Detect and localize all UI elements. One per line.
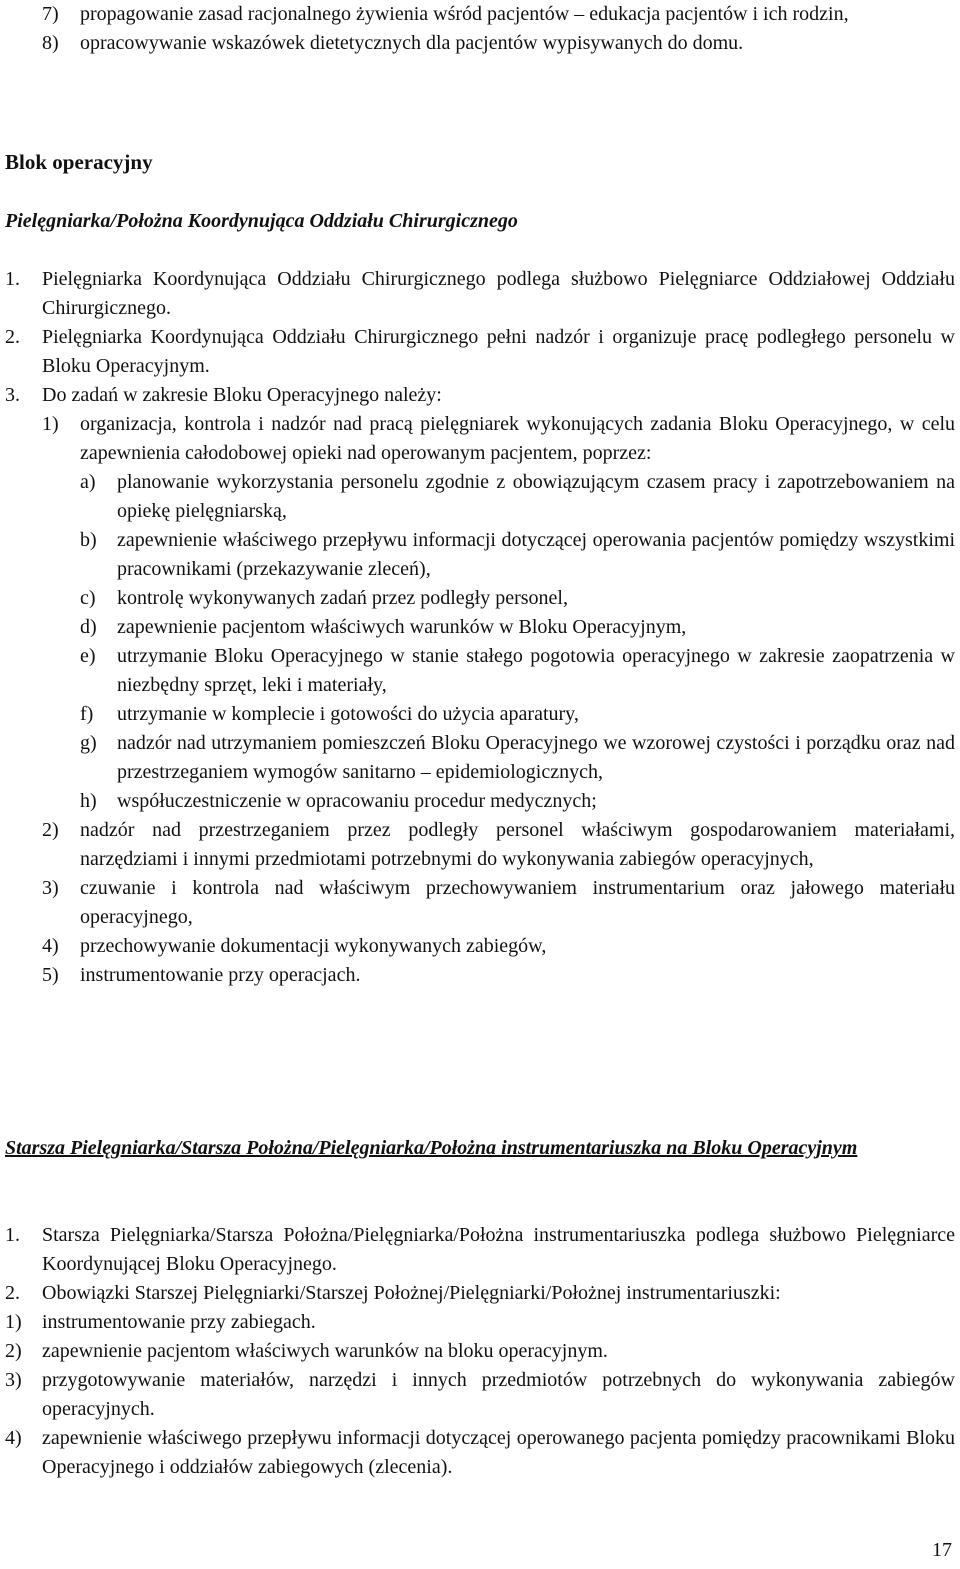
- list-item-number: 7): [42, 3, 59, 25]
- sub-duty-item: [5, 526, 955, 584]
- duty-text: nadzór nad przestrzeganiem przez podległy personel właściwym gospodarowaniem materiałami, narzędziami i innymi przedmiotami potrzebnymi do wykonywania zabiegów operacyjnych,: [80, 819, 955, 870]
- section2-body: [5, 1221, 955, 1482]
- duty-item: [5, 410, 955, 468]
- duty-text: przechowywanie dokumentacji wykonywanych zabiegów,: [80, 935, 547, 957]
- list-item-text: opracowywanie wskazówek dietetycznych dla pacjentów wypisywanych do domu.: [80, 32, 744, 54]
- sub-duty-item: [5, 787, 955, 816]
- section-heading: Blok operacyjny: [5, 150, 153, 174]
- item-text: Pielęgniarka Koordynująca Oddziału Chirurgicznego pełni nadzór i organizuje pracę podległego personelu w Bloku Operacyjnym.: [42, 326, 955, 377]
- numbered-item: [5, 381, 955, 410]
- item-text: Pielęgniarka Koordynująca Oddziału Chirurgicznego podlega służbowo Pielęgniarce Oddziałowej Oddziału Chirurgicznego.: [42, 268, 955, 319]
- duty-item: [5, 932, 955, 961]
- duty-text: zapewnienie właściwego przepływu informacji dotyczącej operowanego pacjenta pomiędzy pracownikami Bloku Operacyjnego i oddziałów zabiegowych (zlecenia).: [42, 1427, 955, 1478]
- duty-text: organizacja, kontrola i nadzór nad pracą pielęgniarek wykonujących zadania Bloku Operacyjnego, w celu zapewnienia całodobowej opieki nad operowanym pacjentem, poprzez:: [80, 413, 955, 464]
- numbered-item: [5, 323, 955, 381]
- duty-item: [5, 961, 955, 990]
- sub-duty-letter: e): [80, 645, 96, 667]
- duty-item: [5, 874, 955, 932]
- sub-duty-item: [5, 613, 955, 642]
- list-item: [5, 0, 955, 29]
- duty-number: 4): [42, 935, 59, 957]
- numbered-item: [5, 1221, 955, 1279]
- sub-duty-text: zapewnienie pacjentom właściwych warunków w Bloku Operacyjnym,: [117, 616, 687, 638]
- duty-text: instrumentowanie przy zabiegach.: [42, 1311, 316, 1333]
- item-text: Starsza Pielęgniarka/Starsza Położna/Pielęgniarka/Położna instrumentariuszka podlega służbowo Pielęgniarce Koordynującej Bloku Operacyjnego.: [42, 1224, 955, 1275]
- sub-duty-item: [5, 700, 955, 729]
- sub-duty-letter: b): [80, 529, 97, 551]
- sub-duty-item: [5, 468, 955, 526]
- section-heading: Starsza Pielęgniarka/Starsza Położna/Pielęgniarka/Położna instrumentariuszka na Bloku Operacyjnym: [5, 1137, 858, 1159]
- page-number: 17: [932, 1539, 952, 1561]
- item-number: 2.: [5, 326, 20, 348]
- sub-duty-text: kontrolę wykonywanych zadań przez podległy personel,: [117, 587, 568, 609]
- duty-number: 2): [42, 819, 59, 841]
- sub-duty-text: utrzymanie Bloku Operacyjnego w stanie stałego pogotowia operacyjnego w zakresie zaopatrzenia w niezbędny sprzęt, leki i materiały,: [117, 645, 955, 696]
- item-text: Obowiązki Starszej Pielęgniarki/Starszej Położnej/Pielęgniarki/Położnej instrumentariuszki:: [42, 1282, 781, 1304]
- sub-duty-text: nadzór nad utrzymaniem pomieszczeń Bloku Operacyjnego we wzorowej czystości i porządku oraz nad przestrzeganiem wymogów sanitarno – epidemiologicznych,: [117, 732, 955, 783]
- sub-duty-text: utrzymanie w komplecie i gotowości do użycia aparatury,: [117, 703, 579, 725]
- item-number: 1.: [5, 268, 20, 290]
- sub-duty-letter: a): [80, 471, 96, 493]
- duty-number: 5): [42, 964, 59, 986]
- section1-body: [5, 265, 955, 990]
- duty-number: 2): [5, 1340, 22, 1362]
- item-text: Do zadań w zakresie Bloku Operacyjnego należy:: [42, 384, 442, 406]
- sub-duty-text: planowanie wykorzystania personelu zgodnie z obowiązującym czasem pracy i zapotrzebowaniem na opiekę pielęgniarską,: [117, 471, 955, 522]
- numbered-item: [5, 1279, 955, 1308]
- duty-text: czuwanie i kontrola nad właściwym przechowywaniem instrumentarium oraz jałowego materiału operacyjnego,: [80, 877, 955, 928]
- sub-duty-text: zapewnienie właściwego przepływu informacji dotyczącej operowania pacjentów pomiędzy wszystkimi pracownikami (przekazywanie zleceń),: [117, 529, 955, 580]
- duty-number: 3): [42, 877, 59, 899]
- item-number: 2.: [5, 1282, 20, 1304]
- list-item: [5, 29, 955, 58]
- item-number: 3.: [5, 384, 20, 406]
- duty-item: [5, 816, 955, 874]
- duty-item: [5, 1366, 955, 1424]
- sub-duty-letter: d): [80, 616, 97, 638]
- sub-duty-item: [5, 642, 955, 700]
- duty-item: [5, 1308, 955, 1337]
- duty-number: 4): [5, 1427, 22, 1449]
- duty-number: 3): [5, 1369, 22, 1391]
- sub-duty-letter: c): [80, 587, 96, 609]
- sub-duty-item: [5, 584, 955, 613]
- item-number: 1.: [5, 1224, 20, 1246]
- sub-duty-letter: f): [80, 703, 94, 725]
- sub-duty-letter: g): [80, 732, 97, 754]
- numbered-item: [5, 265, 955, 323]
- section-subheading: Pielęgniarka/Położna Koordynująca Oddziału Chirurgicznego: [5, 210, 518, 232]
- duty-number: 1): [42, 413, 59, 435]
- sub-duty-text: współuczestniczenie w opracowaniu procedur medycznych;: [117, 790, 597, 812]
- top-list: [5, 0, 955, 58]
- duty-text: przygotowywanie materiałów, narzędzi i innych przedmiotów potrzebnych do wykonywania zabiegów operacyjnych.: [42, 1369, 955, 1420]
- sub-duty-letter: h): [80, 790, 97, 812]
- list-item-text: propagowanie zasad racjonalnego żywienia wśród pacjentów – edukacja pacjentów i ich rodzin,: [80, 3, 849, 25]
- duty-text: instrumentowanie przy operacjach.: [80, 964, 361, 986]
- duty-text: zapewnienie pacjentom właściwych warunków na bloku operacyjnym.: [42, 1340, 608, 1362]
- sub-duty-item: [5, 729, 955, 787]
- duty-item: [5, 1337, 955, 1366]
- list-item-number: 8): [42, 32, 59, 54]
- duty-number: 1): [5, 1311, 22, 1333]
- duty-item: [5, 1424, 955, 1482]
